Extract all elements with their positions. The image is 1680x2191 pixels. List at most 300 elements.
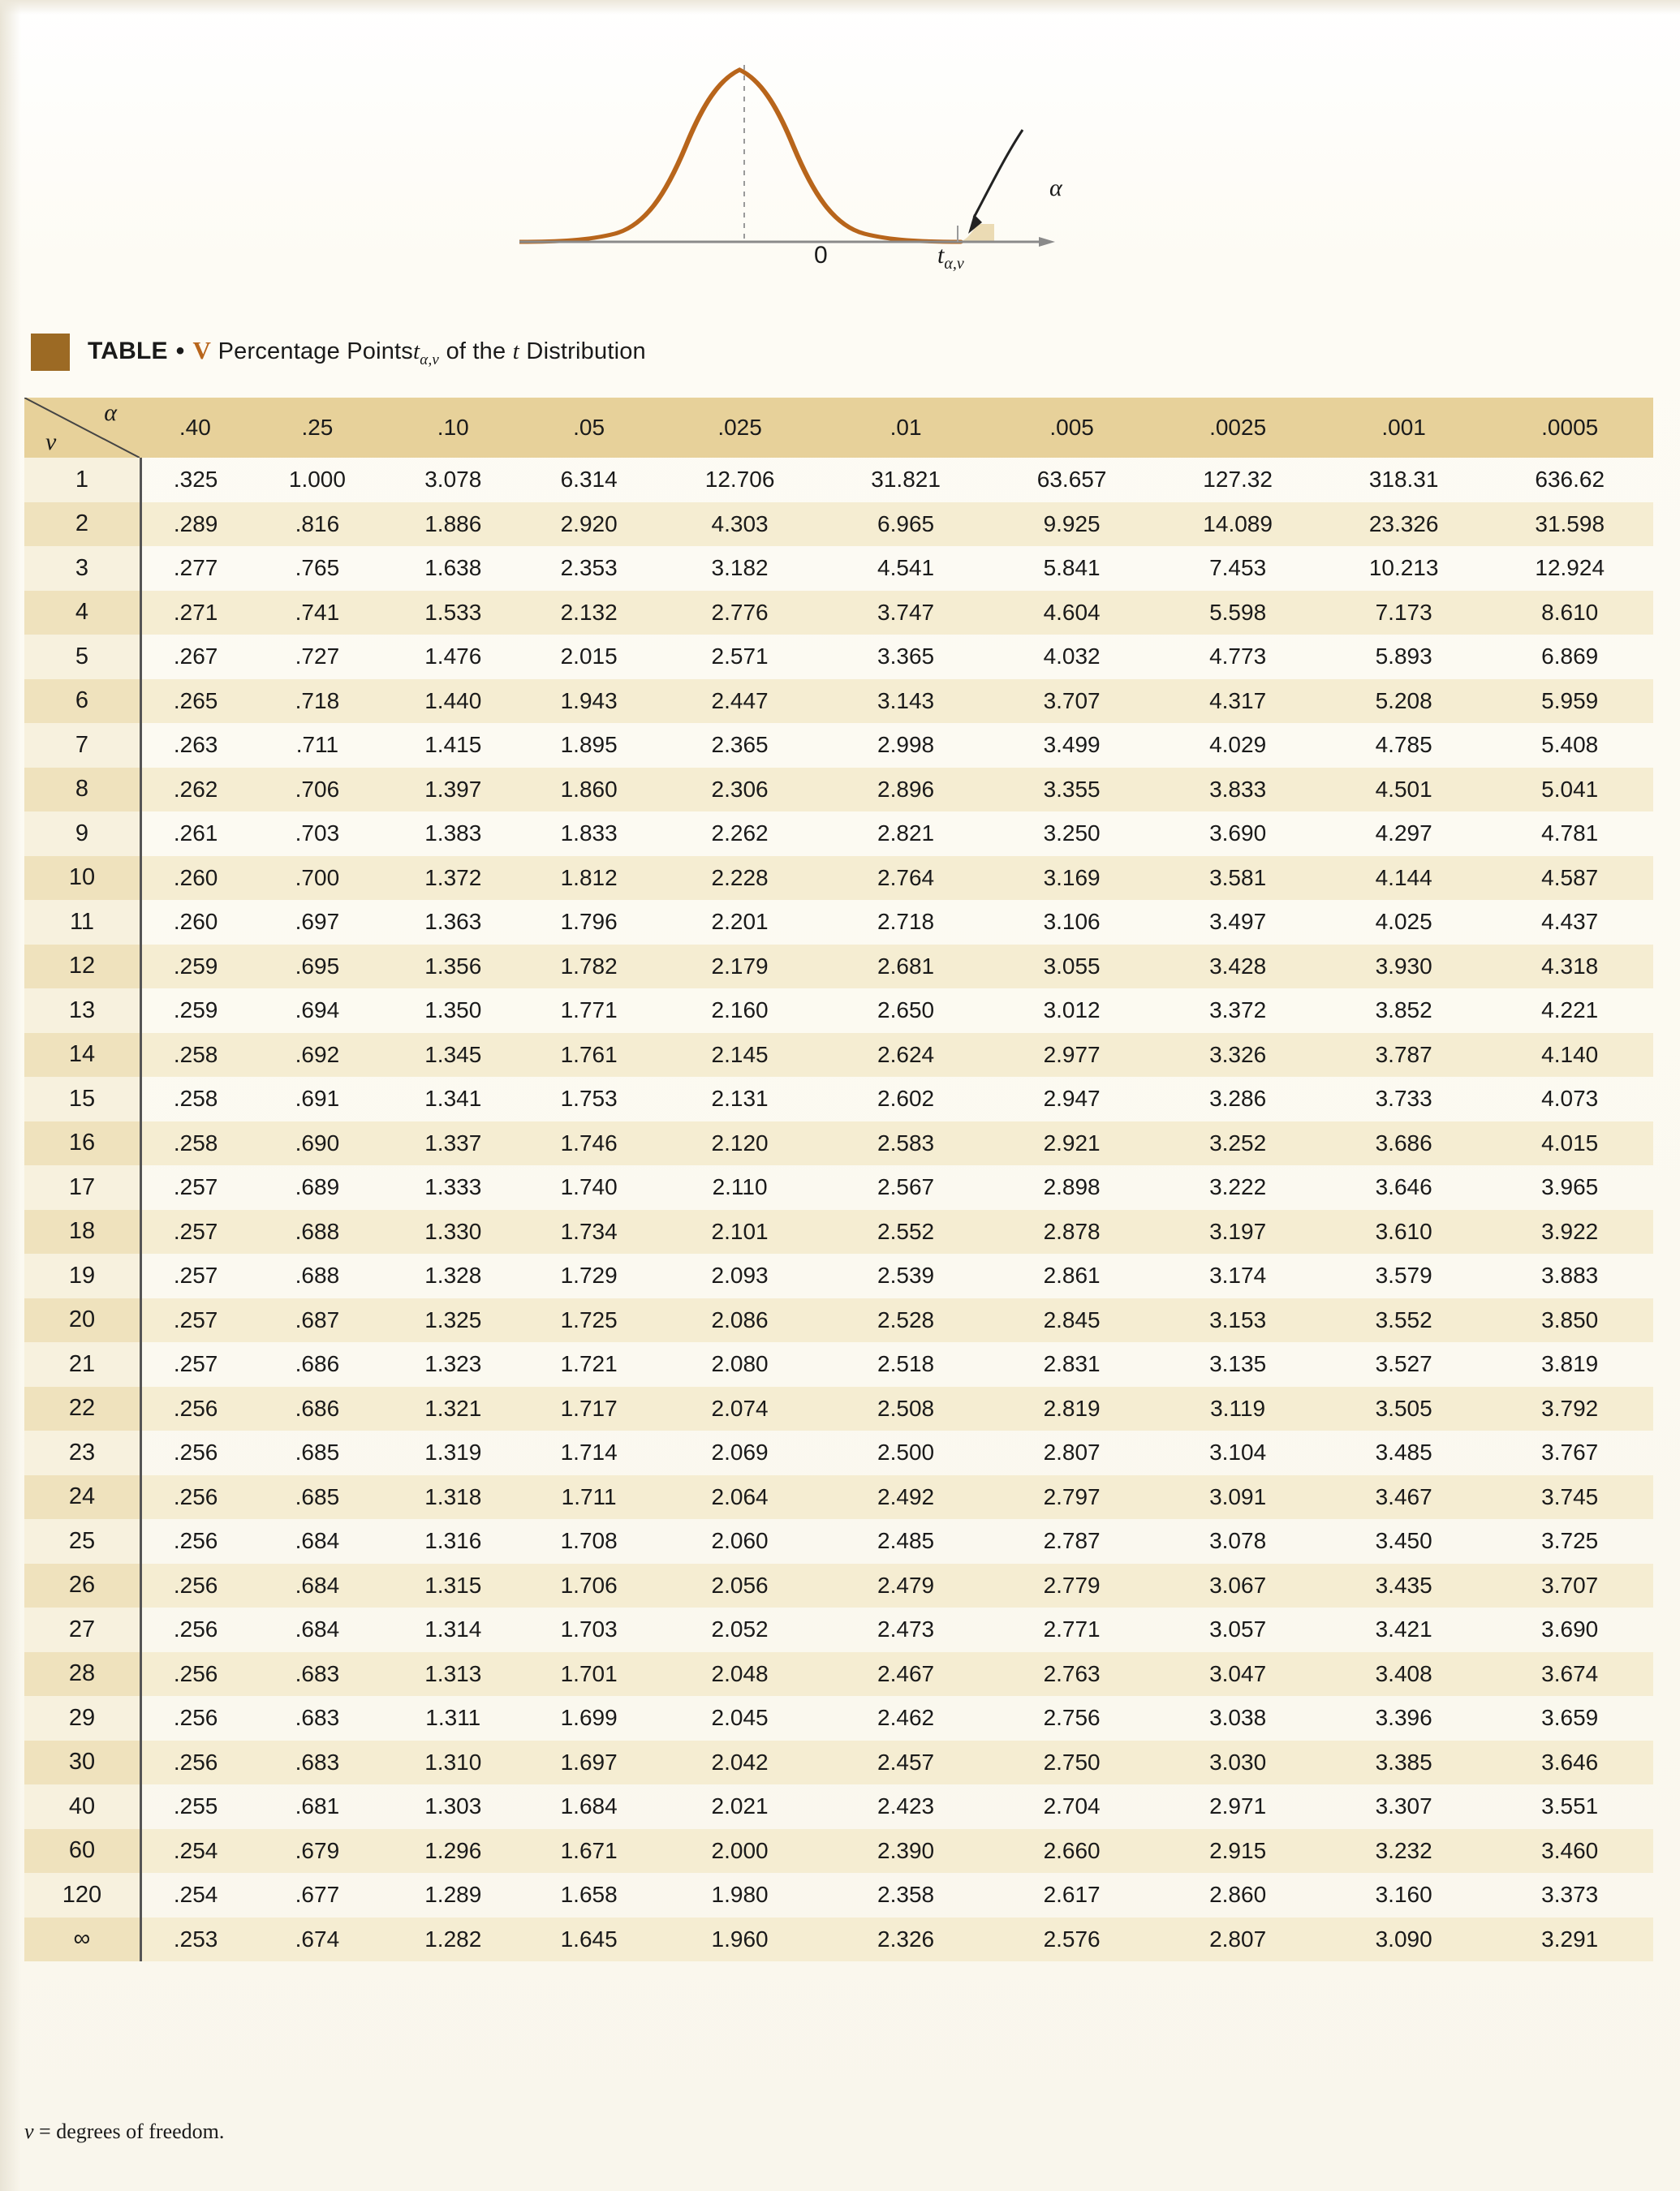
table-cell: 1.753 — [560, 1086, 618, 1112]
table-cell: 1.706 — [521, 1564, 657, 1608]
caption-title-prefix: Percentage Points — [218, 338, 413, 364]
bell-curve-path — [519, 70, 961, 242]
table-cell: .686 — [249, 1387, 385, 1431]
table-cell: 2.473 — [877, 1616, 935, 1642]
table-cell: .289 — [141, 502, 250, 547]
table-row — [24, 723, 1653, 768]
table-cell: 4.785 — [1375, 732, 1432, 758]
table-cell: 2.750 — [989, 1741, 1155, 1785]
table-row — [24, 1608, 1653, 1652]
column-header-4: .025 — [657, 398, 823, 458]
table-cell: 2.771 — [1043, 1616, 1101, 1642]
table-cell: 1.000 — [288, 467, 346, 493]
column-header-9: .0005 — [1487, 398, 1653, 458]
table-cell: .683 — [249, 1741, 385, 1785]
table-cell: 2.718 — [877, 909, 935, 935]
table-row — [24, 1210, 1653, 1255]
table-cell: 3.078 — [424, 467, 482, 493]
row-header-df: 22 — [24, 1387, 141, 1431]
table-cell: .256 — [173, 1616, 218, 1642]
table-cell: 3.169 — [989, 856, 1155, 901]
table-cell: 4.317 — [1155, 679, 1321, 724]
column-header-8: .001 — [1320, 398, 1487, 458]
table-cell: 1.282 — [386, 1918, 521, 1962]
table-cell: 2.779 — [989, 1564, 1155, 1608]
table-cell: 2.763 — [989, 1652, 1155, 1697]
table-cell: .257 — [173, 1174, 218, 1200]
table-cell: 2.120 — [657, 1121, 823, 1166]
table-cell: 2.860 — [1209, 1882, 1267, 1908]
table-cell: 2.756 — [1043, 1705, 1101, 1731]
table-cell: 1.960 — [657, 1918, 823, 1962]
table-cell: 3.747 — [823, 591, 989, 635]
row-header-df: 17 — [24, 1165, 141, 1210]
table-cell: 3.055 — [989, 945, 1155, 989]
column-header-2: .10 — [386, 398, 521, 458]
row-header-df: 27 — [24, 1608, 141, 1652]
caption-title-symbol-sub: α,ν — [420, 351, 440, 368]
table-cell: 3.421 — [1375, 1616, 1432, 1642]
figure-t-alpha-nu-label — [937, 242, 964, 273]
table-cell: 3.078 — [1209, 1528, 1267, 1554]
caption-color-swatch — [31, 334, 70, 371]
table-cell: 3.372 — [1209, 997, 1267, 1023]
table-cell: .257 — [141, 1298, 250, 1343]
table-cell: .257 — [141, 1210, 250, 1255]
table-cell: 1.333 — [424, 1174, 482, 1200]
table-cell: 3.067 — [1155, 1564, 1321, 1608]
caption-text — [88, 336, 646, 369]
table-cell: 5.208 — [1320, 679, 1487, 724]
table-cell: 3.012 — [1043, 997, 1101, 1023]
table-cell: .686 — [295, 1351, 340, 1377]
figure-t-subscript: α,ν — [944, 255, 964, 273]
table-cell: 3.396 — [1375, 1705, 1432, 1731]
table-cell: 1.318 — [386, 1475, 521, 1520]
table-cell: 1.330 — [386, 1210, 521, 1255]
row-header-df: 3 — [24, 546, 141, 591]
table-cell: .259 — [173, 997, 218, 1023]
table-cell: 1.729 — [560, 1263, 618, 1289]
table-cell: 2.819 — [989, 1387, 1155, 1431]
table-row — [24, 988, 1653, 1033]
table-row — [24, 1918, 1653, 1962]
table-cell: .253 — [141, 1918, 250, 1962]
table-cell: 3.767 — [1541, 1440, 1599, 1466]
table-cell: 1.721 — [560, 1351, 618, 1377]
table-cell: 3.965 — [1541, 1174, 1599, 1200]
table-cell: 3.659 — [1541, 1705, 1599, 1731]
footnote-text: = degrees of freedom. — [39, 2120, 225, 2143]
table-cell: 3.143 — [823, 679, 989, 724]
table-cell: .325 — [173, 467, 218, 493]
table-cell: 3.365 — [877, 644, 935, 669]
table-cell: .688 — [295, 1263, 340, 1289]
table-cell: 2.093 — [711, 1263, 769, 1289]
table-cell: 3.850 — [1487, 1298, 1653, 1343]
row-header-df: 6 — [24, 679, 141, 724]
table-cell: .816 — [249, 502, 385, 547]
table-cell: 1.356 — [386, 945, 521, 989]
table-cell: .765 — [295, 555, 340, 581]
figure-zero-label: 0 — [814, 242, 828, 269]
table-cell: 2.015 — [560, 644, 618, 669]
table-cell: 3.686 — [1320, 1121, 1487, 1166]
table-cell: .258 — [141, 1033, 250, 1078]
table-cell: 3.047 — [1155, 1652, 1321, 1697]
table-cell: 3.527 — [1375, 1351, 1432, 1377]
table-body — [24, 458, 1653, 1961]
table-cell: 6.869 — [1541, 644, 1599, 669]
table-cell: 2.921 — [989, 1121, 1155, 1166]
table-cell: 2.681 — [823, 945, 989, 989]
table-cell: 2.060 — [711, 1528, 769, 1554]
table-cell: 3.428 — [1155, 945, 1321, 989]
table-cell: 3.450 — [1375, 1528, 1432, 1554]
table-cell: 8.610 — [1487, 591, 1653, 635]
table-cell: 2.000 — [657, 1829, 823, 1874]
table-cell: 2.528 — [823, 1298, 989, 1343]
table-cell: 3.106 — [1043, 909, 1101, 935]
table-cell: 1.638 — [424, 555, 482, 581]
table-cell: 1.701 — [521, 1652, 657, 1697]
table-row — [24, 1033, 1653, 1078]
x-axis-arrow — [1039, 237, 1055, 247]
table-cell: 1.533 — [386, 591, 521, 635]
table-cell: 3.467 — [1320, 1475, 1487, 1520]
table-cell: .684 — [295, 1616, 340, 1642]
table-cell: 2.898 — [1043, 1174, 1101, 1200]
table-row — [24, 1165, 1653, 1210]
table-cell: .741 — [249, 591, 385, 635]
table-cell: 3.355 — [989, 768, 1155, 812]
table-cell: 2.807 — [1043, 1440, 1101, 1466]
table-cell: 3.792 — [1487, 1387, 1653, 1431]
caption-title-symbol: t — [413, 338, 420, 364]
table-row — [24, 811, 1653, 856]
table-cell: 2.064 — [657, 1475, 823, 1520]
table-cell: 1.812 — [521, 856, 657, 901]
table-cell: 10.213 — [1368, 555, 1439, 581]
table-cell: 1.311 — [425, 1705, 481, 1731]
table-cell: .271 — [141, 591, 250, 635]
table-row — [24, 1387, 1653, 1431]
table-cell: 2.776 — [657, 591, 823, 635]
table-cell: 3.674 — [1487, 1652, 1653, 1697]
table-cell: .688 — [249, 1210, 385, 1255]
corner-nu-label: ν — [45, 428, 57, 455]
table-row — [24, 591, 1653, 635]
table-cell: 4.587 — [1487, 856, 1653, 901]
table-cell: .256 — [173, 1705, 218, 1731]
table-cell: 4.297 — [1375, 820, 1432, 846]
table-cell: .256 — [141, 1741, 250, 1785]
table-cell: 4.073 — [1541, 1086, 1599, 1112]
table-cell: 2.492 — [823, 1475, 989, 1520]
row-header-df: 29 — [24, 1696, 141, 1741]
table-cell: 12.924 — [1535, 555, 1605, 581]
table-cell: 3.153 — [1155, 1298, 1321, 1343]
table-row — [24, 1475, 1653, 1520]
table-row — [24, 1077, 1653, 1121]
table-cell: .690 — [249, 1121, 385, 1166]
row-header-df: 2 — [24, 502, 141, 547]
table-cell: .679 — [249, 1829, 385, 1874]
table-cell: 3.222 — [1209, 1174, 1267, 1200]
figure-alpha-label: α — [1049, 174, 1062, 201]
table-cell: 2.508 — [823, 1387, 989, 1431]
table-cell: 3.030 — [1155, 1741, 1321, 1785]
table-cell: .681 — [295, 1793, 340, 1819]
table-cell: 7.453 — [1209, 555, 1267, 581]
table-cell: .706 — [249, 768, 385, 812]
table-cell: .685 — [249, 1475, 385, 1520]
table-cell: .263 — [173, 732, 218, 758]
table-cell: 3.646 — [1375, 1174, 1432, 1200]
row-header-df: 25 — [24, 1519, 141, 1564]
table-cell: 4.144 — [1320, 856, 1487, 901]
table-row — [24, 1298, 1653, 1343]
table-cell: 1.943 — [521, 679, 657, 724]
table-row — [24, 945, 1653, 989]
table-cell: .727 — [295, 644, 340, 669]
table-cell: 3.038 — [1209, 1705, 1267, 1731]
table-cell: 5.408 — [1541, 732, 1599, 758]
table-cell: 2.110 — [712, 1174, 768, 1200]
table-cell: 1.796 — [560, 909, 618, 935]
table-row — [24, 1254, 1653, 1298]
table-cell: 2.306 — [657, 768, 823, 812]
table-cell: .256 — [173, 1440, 218, 1466]
table-row — [24, 856, 1653, 901]
row-header-df: 26 — [24, 1564, 141, 1608]
table-cell: 1.708 — [560, 1528, 618, 1554]
table-cell: 1.296 — [386, 1829, 521, 1874]
table-cell: 3.745 — [1487, 1475, 1653, 1520]
table-cell: 3.581 — [1155, 856, 1321, 901]
table-cell: 2.462 — [877, 1705, 935, 1731]
row-header-df: 5 — [24, 635, 141, 679]
table-cell: .256 — [173, 1528, 218, 1554]
table-cell: 2.845 — [989, 1298, 1155, 1343]
table-cell: 1.895 — [560, 732, 618, 758]
table-cell: 2.977 — [989, 1033, 1155, 1078]
table-row — [24, 1741, 1653, 1785]
table-cell: 2.358 — [877, 1882, 935, 1908]
table-cell: 1.711 — [521, 1475, 657, 1520]
table-cell: 2.479 — [823, 1564, 989, 1608]
row-header-df: 16 — [24, 1121, 141, 1166]
table-cell: 3.787 — [1320, 1033, 1487, 1078]
table-cell: .700 — [249, 856, 385, 901]
table-cell: 1.303 — [424, 1793, 482, 1819]
table-cell: 2.650 — [877, 997, 935, 1023]
table-cell: .694 — [295, 997, 340, 1023]
table-cell: .257 — [173, 1351, 218, 1377]
page-edge-shadow-top — [0, 0, 1680, 15]
table-cell: 1.341 — [424, 1086, 482, 1112]
table-cell: .262 — [141, 768, 250, 812]
table-caption — [31, 334, 646, 370]
row-header-df: 8 — [24, 768, 141, 812]
table-cell: 2.704 — [1043, 1793, 1101, 1819]
table-cell: 2.567 — [877, 1174, 935, 1200]
table-cell: .256 — [141, 1564, 250, 1608]
table-cell: 3.499 — [1043, 732, 1101, 758]
table-cell: 4.303 — [657, 502, 823, 547]
table-cell: 3.552 — [1320, 1298, 1487, 1343]
table-cell: .691 — [295, 1086, 340, 1112]
table-cell: 1.289 — [424, 1882, 482, 1908]
table-cell: .703 — [295, 820, 340, 846]
table-cell: .258 — [173, 1086, 218, 1112]
table-cell: 2.423 — [877, 1793, 935, 1819]
table-cell: .718 — [249, 679, 385, 724]
row-header-df: 1 — [24, 458, 141, 502]
table-cell: 2.048 — [657, 1652, 823, 1697]
table-cell: 2.056 — [657, 1564, 823, 1608]
table-cell: 2.080 — [711, 1351, 769, 1377]
table-cell: 3.922 — [1487, 1210, 1653, 1255]
table-cell: 4.029 — [1209, 732, 1267, 758]
t-distribution-table — [24, 398, 1654, 1961]
table-cell: 4.541 — [877, 555, 935, 581]
row-header-df: 14 — [24, 1033, 141, 1078]
table-cell: .260 — [173, 909, 218, 935]
table-cell: 1.699 — [560, 1705, 618, 1731]
table-cell: 2.069 — [711, 1440, 769, 1466]
table-cell: 2.365 — [711, 732, 769, 758]
table-cell: 3.135 — [1209, 1351, 1267, 1377]
table-cell: 2.201 — [711, 909, 769, 935]
table-cell: .254 — [141, 1829, 250, 1874]
table-cell: 1.684 — [560, 1793, 618, 1819]
column-header-3: .05 — [521, 398, 657, 458]
table-cell: 1.740 — [560, 1174, 618, 1200]
curve-svg — [519, 32, 1088, 276]
table-cell: 1.415 — [424, 732, 482, 758]
table-row — [24, 1873, 1653, 1918]
table-cell: 1.833 — [560, 820, 618, 846]
table-cell: 1.717 — [521, 1387, 657, 1431]
table-cell: 6.965 — [823, 502, 989, 547]
table-cell: 2.228 — [657, 856, 823, 901]
table-cell: .692 — [249, 1033, 385, 1078]
row-header-df: 7 — [24, 723, 141, 768]
table-cell: .256 — [141, 1475, 250, 1520]
table-cell: 4.015 — [1487, 1121, 1653, 1166]
table-cell: .689 — [295, 1174, 340, 1200]
table-cell: 2.021 — [711, 1793, 769, 1819]
table-cell: 3.707 — [1487, 1564, 1653, 1608]
table-cell: 3.252 — [1155, 1121, 1321, 1166]
table-cell: 3.197 — [1155, 1210, 1321, 1255]
table-cell: 318.31 — [1368, 467, 1439, 493]
table-row — [24, 900, 1653, 945]
row-header-df: 30 — [24, 1741, 141, 1785]
table-cell: 1.440 — [386, 679, 521, 724]
table-cell: .267 — [173, 644, 218, 669]
table-cell: 2.390 — [823, 1829, 989, 1874]
table-cell: 6.314 — [560, 467, 618, 493]
table-cell: 1.323 — [424, 1351, 482, 1377]
table-cell: 3.930 — [1320, 945, 1487, 989]
table-cell: 2.602 — [877, 1086, 935, 1112]
table-cell: 1.771 — [560, 997, 618, 1023]
table-cell: 3.291 — [1487, 1918, 1653, 1962]
table-cell: .254 — [173, 1882, 218, 1908]
table-cell: 3.485 — [1375, 1440, 1432, 1466]
column-header-5: .01 — [823, 398, 989, 458]
table-cell: .256 — [141, 1652, 250, 1697]
table-cell: 4.032 — [1043, 644, 1101, 669]
table-cell: 2.807 — [1155, 1918, 1321, 1962]
table-corner-cell — [24, 398, 141, 458]
table-cell: .259 — [141, 945, 250, 989]
table-cell: 5.841 — [1043, 555, 1101, 581]
table-cell: 1.980 — [711, 1882, 769, 1908]
table-cell: 1.350 — [424, 997, 482, 1023]
table-row — [24, 1784, 1653, 1829]
table-cell: 1.345 — [386, 1033, 521, 1078]
table-cell: 3.883 — [1541, 1263, 1599, 1289]
table-cell: .683 — [249, 1652, 385, 1697]
caption-title-end: Distribution — [526, 338, 646, 364]
table-cell: 2.915 — [1155, 1829, 1321, 1874]
table-cell: .677 — [295, 1882, 340, 1908]
table-cell: 2.353 — [560, 555, 618, 581]
table-cell: 3.174 — [1209, 1263, 1267, 1289]
table-cell: .697 — [295, 909, 340, 935]
table-cell: .265 — [141, 679, 250, 724]
caption-table-word: TABLE — [88, 337, 168, 364]
table-cell: 1.325 — [386, 1298, 521, 1343]
table-cell: 3.057 — [1209, 1616, 1267, 1642]
row-header-df: 21 — [24, 1342, 141, 1387]
table-cell: .674 — [249, 1918, 385, 1962]
table-cell: 4.025 — [1375, 909, 1432, 935]
table-cell: .683 — [295, 1705, 340, 1731]
table-row — [24, 458, 1653, 502]
table-cell: 1.337 — [386, 1121, 521, 1166]
table-cell: 1.671 — [521, 1829, 657, 1874]
table-cell: 1.886 — [386, 502, 521, 547]
table-cell: 31.598 — [1487, 502, 1653, 547]
table-cell: 2.145 — [657, 1033, 823, 1078]
table-cell: 4.437 — [1541, 909, 1599, 935]
table-cell: 4.221 — [1541, 997, 1599, 1023]
table-cell: 1.315 — [386, 1564, 521, 1608]
table-cell: 2.042 — [657, 1741, 823, 1785]
row-header-df: 18 — [24, 1210, 141, 1255]
table-cell: 2.500 — [877, 1440, 935, 1466]
row-header-df: 4 — [24, 591, 141, 635]
table-cell: 2.947 — [1043, 1086, 1101, 1112]
table-cell: 3.119 — [1155, 1387, 1321, 1431]
table-cell: 2.447 — [657, 679, 823, 724]
table-cell: 1.476 — [424, 644, 482, 669]
table-cell: 3.307 — [1375, 1793, 1432, 1819]
table-cell: 1.397 — [386, 768, 521, 812]
table-cell: 63.657 — [1036, 467, 1107, 493]
row-header-df: 23 — [24, 1431, 141, 1475]
table-cell: 2.797 — [989, 1475, 1155, 1520]
table-cell: 3.286 — [1209, 1086, 1267, 1112]
table-cell: 2.896 — [823, 768, 989, 812]
table-cell: 2.467 — [823, 1652, 989, 1697]
table-cell: 1.319 — [424, 1440, 482, 1466]
table-cell: .257 — [173, 1263, 218, 1289]
